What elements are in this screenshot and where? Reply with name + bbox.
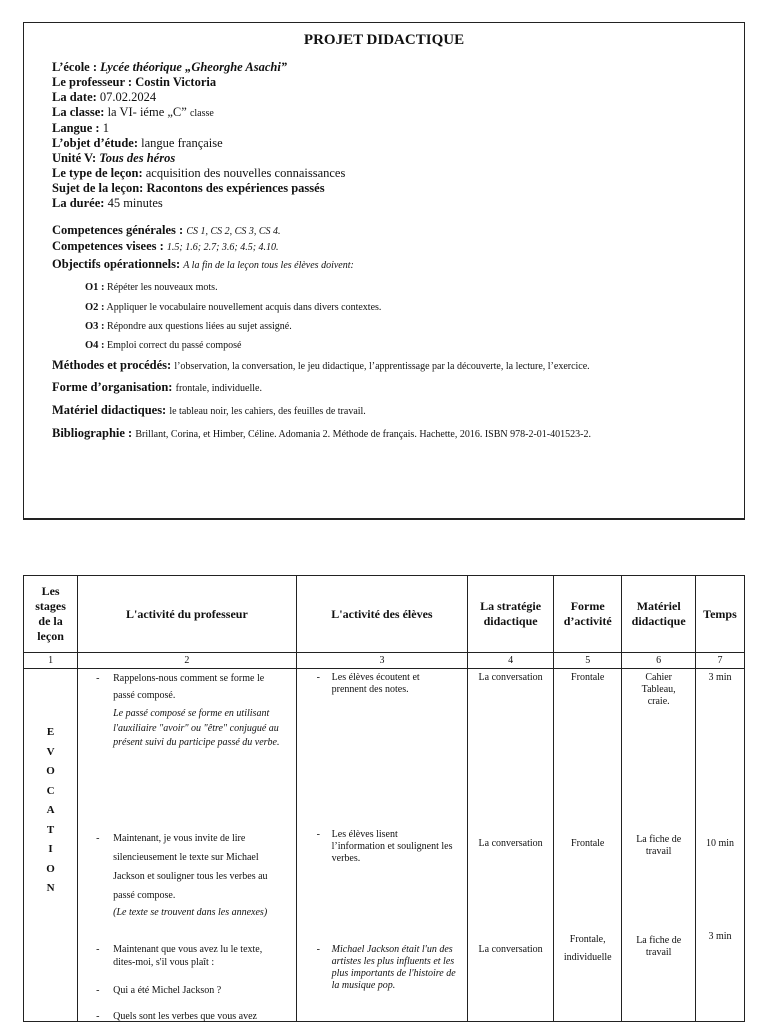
- materiel-value: Cahier Tableau, craie.: [641, 672, 676, 707]
- strategie-value: La conversation: [478, 672, 543, 683]
- column-number: 6: [622, 653, 696, 669]
- cell-forme: [554, 669, 622, 1022]
- prof-item-2: - Maintenant, je vous invite de lire silencieusement le texte sur Michael Jackson et souligner tous les verbes au passé compose.: [96, 833, 268, 901]
- forme-value: Frontale: [571, 672, 605, 683]
- objectif-2: O2 : Appliquer le vocabulaire nouvellement acquis dans divers contextes.: [85, 302, 382, 313]
- field-classe: La classe: la VI- iéme „C” classe: [52, 105, 214, 119]
- field-objet: L’objet d’étude: langue française: [52, 136, 223, 150]
- strategie-value: La conversation: [478, 838, 543, 849]
- project-page: [23, 22, 745, 520]
- strategie-value: La conversation: [478, 944, 543, 955]
- field-langue: Langue : 1: [52, 121, 109, 135]
- materiel-value: La fiche de travail: [636, 935, 682, 958]
- bibliographie: Bibliographie : Brillant, Corina, et Himber, Céline. Adomania 2. Méthode de français. Hachette, 2016. ISBN 978-2-01-401523-2.: [52, 426, 591, 440]
- header-materiel: Matériel didactique: [622, 576, 696, 653]
- temps-value: 10 min: [705, 838, 734, 849]
- prof-note-1: Le passé composé se forme en utilisant l'auxiliaire "avoir" ou "être" conjugué au présent suivi du participe passé du verbe.: [113, 708, 280, 748]
- header-activite-professeur: L'activité du professeur: [78, 576, 297, 653]
- prof-note-2: (Le texte se trouvent dans les annexes): [113, 907, 268, 918]
- field-duree: La durée: 45 minutes: [52, 196, 163, 210]
- lesson-plan-table: [23, 575, 745, 1022]
- field-type: Le type de leçon: acquisition des nouvelles connaissances: [52, 166, 346, 180]
- field-unite: Unité V: Tous des héros: [52, 151, 176, 165]
- prof-item-4: - Qui a été Michel Jackson ?: [96, 985, 222, 996]
- materiel-didactiques: Matériel didactiques: le tableau noir, les cahiers, des feuilles de travail.: [52, 403, 366, 417]
- stage-evocation: E V O C A T I O N: [24, 669, 78, 1022]
- cell-activite-professeur: [78, 669, 297, 1022]
- field-sujet: Sujet de la leçon: Racontons des expériences passés: [52, 181, 325, 195]
- table-header-row: [24, 576, 745, 653]
- objectifs-operationnels: Objectifs opérationnels: A la fin de la leçon tous les élèves doivent:: [52, 257, 354, 271]
- eleves-item-3: - Michael Jackson était l'un des artistes les plus influents et les plus importants de l'histoire de la musique pop.: [316, 944, 456, 991]
- column-number: 5: [554, 653, 622, 669]
- competences-visees: Competences visees : 1.5; 1.6; 2.7; 3.6; 4.5; 4.10.: [52, 239, 279, 253]
- objectif-4: O4 : Emploi correct du passé composé: [85, 340, 242, 351]
- column-number: 7: [695, 653, 744, 669]
- column-number: 3: [296, 653, 468, 669]
- temps-value: 3 min: [708, 672, 732, 683]
- forme-organisation: Forme d’organisation: frontale, individuelle.: [52, 380, 262, 394]
- objectif-1: O1 : Répéter les nouveaux mots.: [85, 282, 218, 293]
- header-stages: Les stages de la leçon: [24, 576, 78, 653]
- field-ecole: L’école : Lycée théorique „Gheorghe Asachi”: [52, 60, 288, 74]
- materiel-value: La fiche de travail: [636, 834, 682, 857]
- cell-materiel: [622, 669, 696, 1022]
- field-professeur: Le professeur : Costin Victoria: [52, 75, 217, 89]
- header-temps: Temps: [695, 576, 744, 653]
- column-number: 1: [24, 653, 78, 669]
- objectif-3: O3 : Répondre aux questions liées au sujet assigné.: [85, 321, 292, 332]
- eleves-item-1: - Les élèves écoutent et prennent des notes.: [316, 672, 420, 695]
- header-forme: Forme d’activité: [554, 576, 622, 653]
- column-number: 2: [78, 653, 297, 669]
- table-row: [24, 669, 745, 1022]
- header-strategie: La stratégie didactique: [468, 576, 554, 653]
- prof-item-1: - Rappelons-nous comment se forme le passé composé.: [96, 673, 265, 701]
- project-info: [52, 60, 345, 211]
- forme-value: Frontale: [571, 838, 605, 849]
- eleves-item-2: - Les élèves lisent l’information et soulignent les verbes.: [316, 829, 453, 864]
- page-title: PROJET DIDACTIQUE: [303, 32, 465, 48]
- forme-value: Frontale, individuelle: [563, 934, 612, 963]
- prof-item-3: - Maintenant que vous avez lu le texte, dites-moi, s'il vous plaît :: [96, 944, 263, 968]
- cell-activite-eleves: [296, 669, 468, 1022]
- competences-generales: Competences générales : CS 1, CS 2, CS 3, CS 4.: [52, 223, 281, 237]
- column-number: 4: [468, 653, 554, 669]
- temps-value: 3 min: [708, 931, 732, 942]
- cell-temps: [695, 669, 744, 1022]
- cell-strategie: [468, 669, 554, 1022]
- methodes-procedes: Méthodes et procédés: l’observation, la conversation, le jeu didactique, l’apprentissage par la découverte, la lecture, l’exercice.: [52, 358, 590, 372]
- column-numbers-row: [24, 653, 745, 669]
- prof-item-5: - Quels sont les verbes que vous avez: [96, 1011, 257, 1022]
- header-activite-eleves: L'activité des élèves: [296, 576, 468, 653]
- field-date: La date: 07.02.2024: [52, 90, 157, 104]
